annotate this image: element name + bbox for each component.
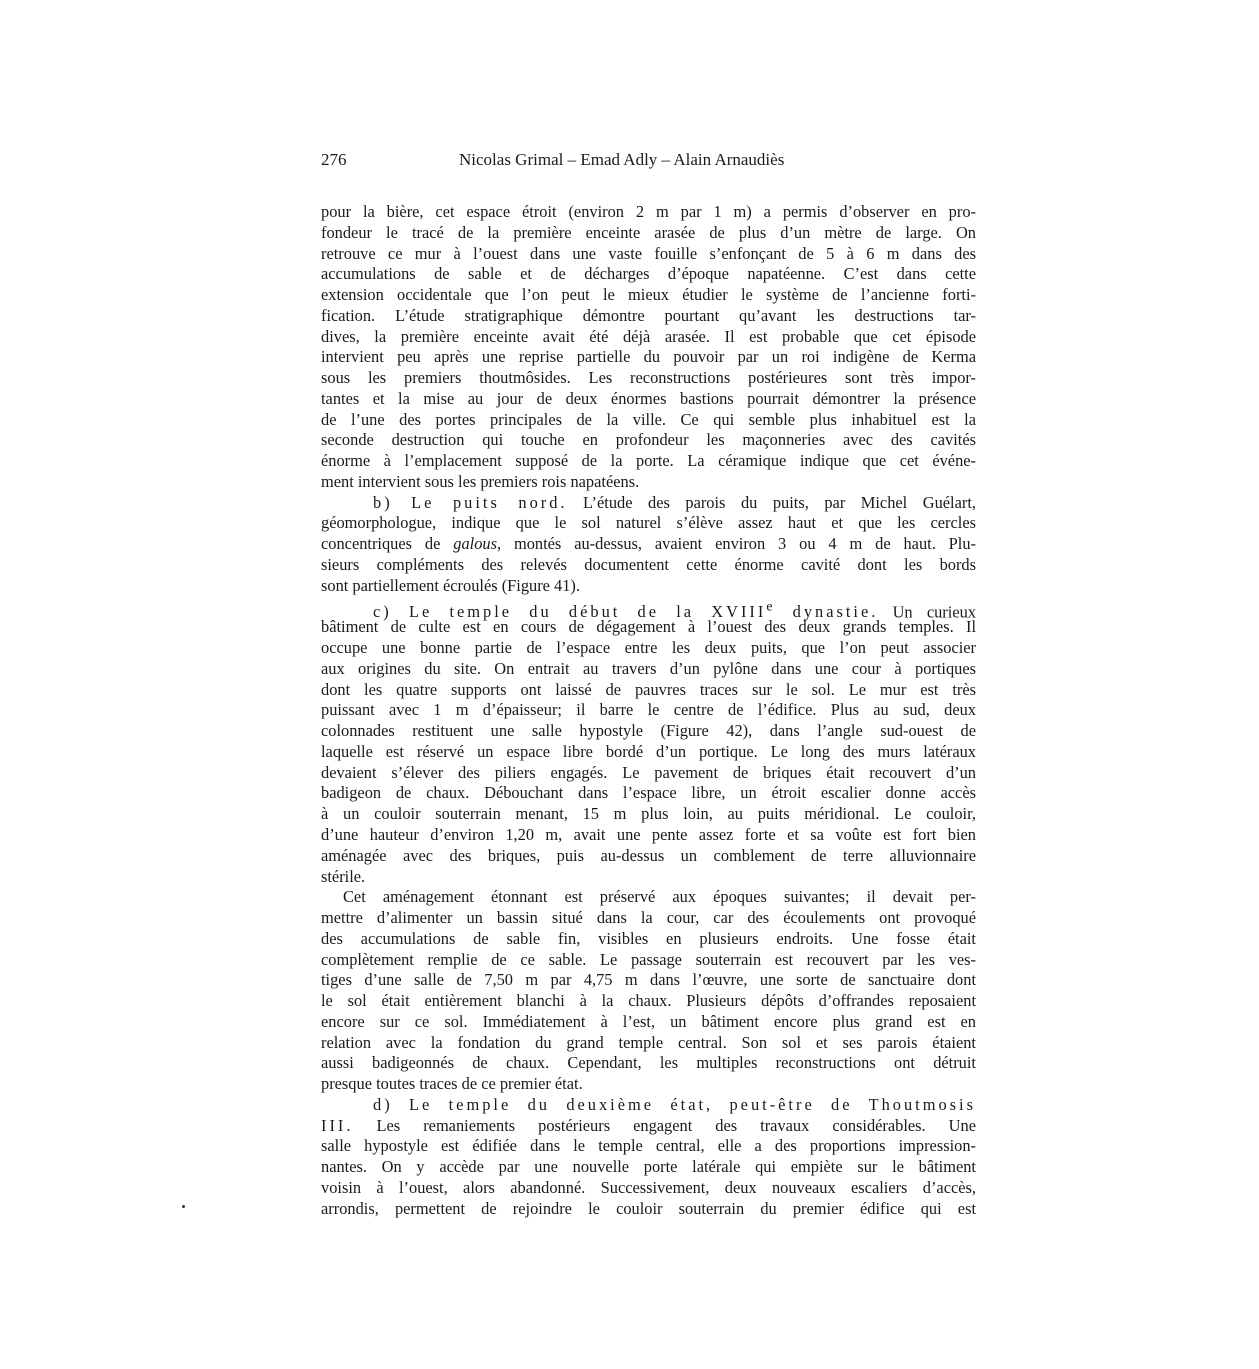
text-line-with-italic <box>321 534 976 555</box>
text-line: badigeon de chaux. Débouchant dans l’espace libre, un étroit escalier donne accès <box>321 783 976 803</box>
text-line: dont les quatre supports ont laissé de pauvres traces sur le sol. Le mur est très <box>321 679 976 699</box>
page-number: 276 <box>321 150 347 169</box>
text-line: dives, la première enceinte avait été déjà arasée. Il est probable que cet épisode <box>321 326 976 346</box>
text-line: salle hypostyle est édifiée dans le temple central, elle a des proportions impression- <box>321 1136 976 1156</box>
running-head: Nicolas Grimal – Emad Adly – Alain Arnaudiès <box>459 150 785 169</box>
text-line: aux origines du site. On entrait au travers d’un pylône dans une cour à portiques <box>321 658 976 678</box>
text-line: intervient peu après une reprise partielle du pouvoir par un roi indigène de Kerma <box>321 347 976 367</box>
text-fragment: concentriques de <box>321 534 454 554</box>
text-line: nantes. On y accède par une nouvelle porte latérale qui empiète sur le bâtiment <box>321 1157 976 1177</box>
text-line: d’une hauteur d’environ 1,20 m, avait une pente assez forte et sa voûte est fort bien <box>321 824 976 844</box>
text-line: tantes et la mise au jour de deux énormes bastions pourrait démontrer la présence <box>321 388 976 408</box>
text-line: mettre d’alimenter un bassin situé dans la cour, car des écoulements ont provoqué <box>321 908 976 928</box>
text-line: tiges d’une salle de 7,50 m par 4,75 m dans l’œuvre, une sorte de sanctuaire dont <box>321 970 976 990</box>
text-line: laquelle est réservé un espace libre bordé d’un portique. Le long des murs latéraux <box>321 741 976 761</box>
text-line: des accumulations de sable fin, visibles en plusieurs endroits. Une fosse était <box>321 928 976 948</box>
text-line: colonnades restituent une salle hypostyle (Figure 42), dans l’angle sud-ouest de <box>321 721 976 741</box>
section-c-first-line <box>321 597 976 622</box>
text-line: devaient s’élever des piliers engagés. Le pavement de briques était recouvert d’un <box>321 762 976 782</box>
text-line: ment intervient sous les premiers rois napatéens. <box>321 471 640 491</box>
text-line: encore sur ce sol. Immédiatement à l’est, un bâtiment encore plus grand est en <box>321 1011 976 1031</box>
text-line: relation avec la fondation du grand temple central. Son sol et ses parois étaient <box>321 1032 976 1052</box>
section-b-first-line <box>321 493 976 514</box>
section-heading-b: b) Le puits nord. <box>373 492 568 512</box>
text-line: aussi badigeonnés de chaux. Cependant, les multiples reconstructions ont détruit <box>321 1053 976 1073</box>
text-line: presque toutes traces de ce premier état. <box>321 1074 583 1094</box>
text-line: géomorphologue, indique que le sol naturel s’élève assez haut et que les cercles <box>321 513 976 533</box>
heading-text: dynastie. <box>775 602 879 622</box>
text-line: de l’une des portes principales de la ville. Ce qui semble plus inhabituel est la <box>321 409 976 429</box>
text-fragment: Les remaniements postérieurs engagent des travaux considérables. Une <box>353 1115 976 1135</box>
heading-text: c) Le temple du début de la XVIII <box>373 602 767 622</box>
text-line: pour la bière, cet espace étroit (environ 2 m par 1 m) a permis d’observer en pro- <box>321 202 976 221</box>
text-line: occupe une bonne partie de l’espace entre les deux puits, que l’on peut associer <box>321 638 976 658</box>
text-line: seconde destruction qui touche en profondeur les maçonneries avec des cavités <box>321 430 976 450</box>
text-line: à un couloir souterrain menant, 15 m plus loin, au puits méridional. Le couloir, <box>321 804 976 824</box>
section-d-second-line <box>321 1116 976 1137</box>
section-heading-d: d) Le temple du deuxième état, peut-être de Thoutmosis <box>373 1094 976 1114</box>
text-fragment: , montés au-dessus, avaient environ 3 ou 4 m de haut. Plu- <box>496 534 976 554</box>
text-line: énorme à l’emplacement supposé de la porte. La céramique indique que cet événe- <box>321 451 976 471</box>
text-line: stérile. <box>321 866 366 886</box>
text-line: fication. L’étude stratigraphique démontre pourtant qu’avant les destructions tar- <box>321 305 976 325</box>
italic-term: galous <box>453 534 497 554</box>
text-line: sont partiellement écroulés (Figure 41). <box>321 575 580 595</box>
text-line: Cet aménagement étonnant est préservé aux époques suivantes; il devait per- <box>343 887 976 907</box>
text-line: sieurs compléments des relevés documentent cette énorme cavité dont les bords <box>321 555 976 575</box>
section-d-first-line <box>321 1095 976 1116</box>
page-header <box>321 150 976 174</box>
heading-superscript: e <box>766 598 776 614</box>
text-line: fondeur le tracé de la première enceinte arasée de plus d’un mètre de large. On <box>321 222 976 242</box>
text-fragment: L’étude des parois du puits, par Michel Guélart, <box>567 492 976 512</box>
text-line: aménagée avec des briques, puis au-dessus un comblement de terre alluvionnaire <box>321 845 976 865</box>
text-line: voisin à l’ouest, alors abandonné. Successivement, deux nouveaux escaliers d’accès, <box>321 1177 976 1197</box>
text-line: retrouve ce mur à l’ouest dans une vaste fouille s’enfonçant de 5 à 6 m dans des <box>321 243 976 263</box>
text-line: le sol était entièrement blanchi à la chaux. Plusieurs dépôts d’offrandes reposaient <box>321 991 976 1011</box>
text-fragment: Un curieux <box>878 602 976 622</box>
text-line: extension occidentale que l’on peut le mieux étudier le système de l’ancienne forti- <box>321 285 976 305</box>
text-line: bâtiment de culte est en cours de dégagement à l’ouest des deux grands temples. Il <box>321 617 976 637</box>
text-line: sous les premiers thoutmôsides. Les reconstructions postérieures sont très impor- <box>321 368 976 388</box>
text-line: accumulations de sable et de décharges d’époque napatéenne. C’est dans cette <box>321 264 976 284</box>
body-text <box>321 202 976 1220</box>
text-line: arrondis, permettent de rejoindre le couloir souterrain du premier édifice qui est <box>321 1198 976 1218</box>
text-line: puissant avec 1 m d’épaisseur; il barre le centre de l’édifice. Plus au sud, deux <box>321 700 976 720</box>
scan-speck <box>182 1205 185 1208</box>
text-line: complètement remplie de ce sable. Le passage souterrain est recouvert par les ves- <box>321 949 976 969</box>
section-heading-d-end: III. <box>321 1115 354 1135</box>
